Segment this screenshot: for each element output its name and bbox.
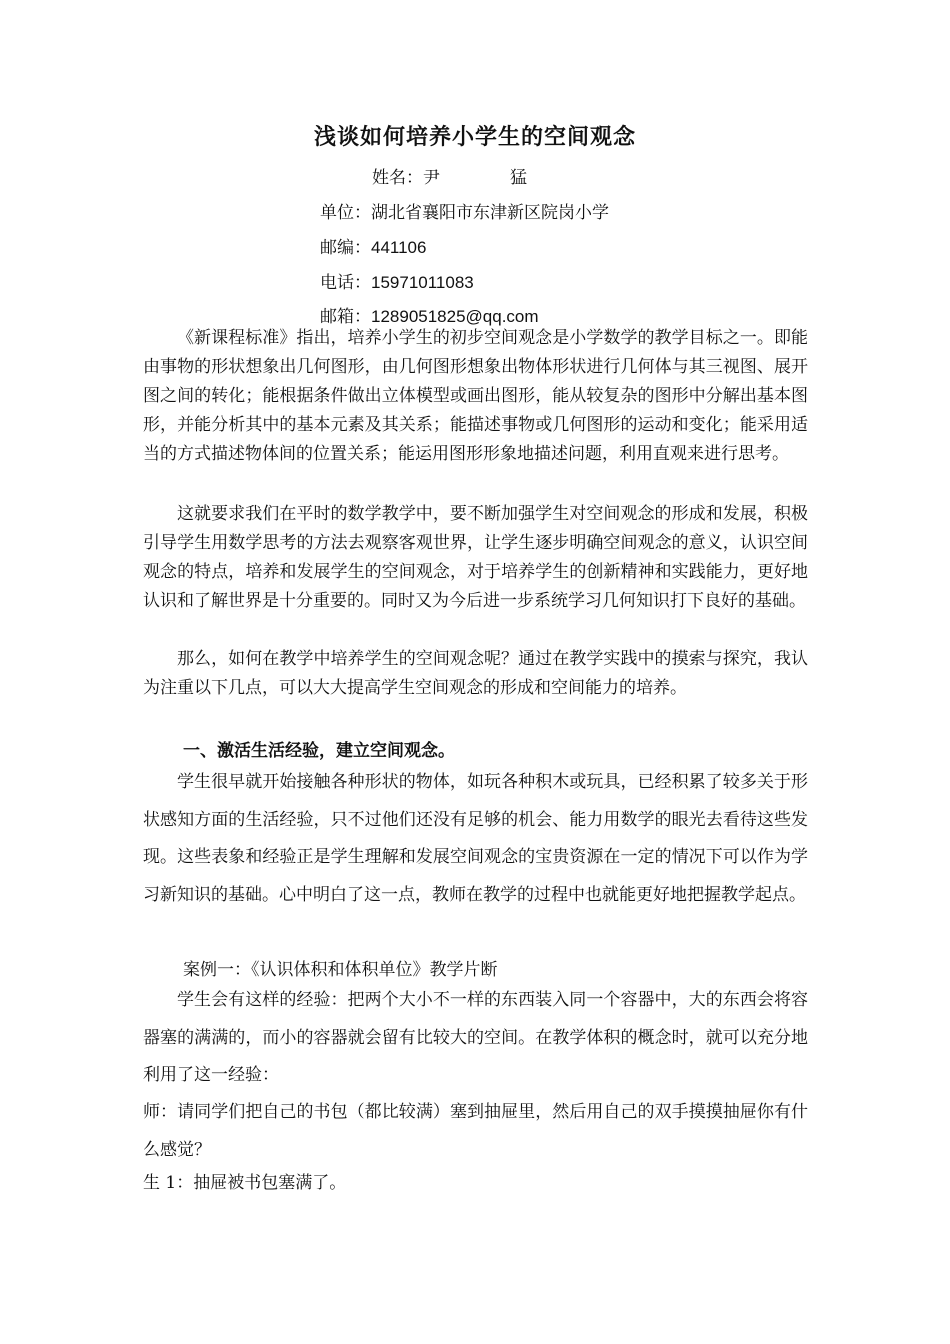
paragraph-intro: 《新课程标准》指出，培养小学生的初步空间观念是小学数学的教学目标之一。即能由事物的形状想象出几何图形，由几何图形想象出物体形状进行几何体与其三视图、展开图之间的转化；能根据条件做出立体模型或画出图形，能从较复杂的图形中分解出基本图形，并能分析其中的基本元素及其关系；能描述事物或几何图形的运动和变化；能采用适当的方式描述物体间的位置关系；能运用图形形象地描述问题，利用直观来进行思考。	[143, 328, 808, 464]
student-line: 生 1：抽屉被书包塞满了。	[143, 1173, 347, 1193]
paragraph-case: 学生会有这样的经验：把两个大小不一样的东西装入同一个容器中，大的东西会将容器塞的满满的，而小的容器就会留有比较大的空间。在教学体积的概念时，就可以充分地利用了这一经验：	[143, 990, 808, 1085]
paragraph-requirement: 这就要求我们在平时的数学教学中，要不断加强学生对空间观念的形成和发展，积极引导学生用数学思考的方法去观察客观世界，让学生逐步明确空间观念的意义，认识空间观念的特点，培养和发展学生的空间观念，对于培养学生的创新精神和实践能力，更好地认识和了解世界是十分重要的。同时又为今后进一步系统学习几何知识打下良好的基础。	[143, 504, 808, 611]
info-value: 1289051825@qq.com	[371, 307, 539, 326]
info-postcode	[320, 233, 426, 258]
author-label: 姓名：尹	[372, 168, 440, 188]
info-value: 441106	[371, 238, 427, 257]
info-value: 湖北省襄阳市东津新区院岗小学	[371, 203, 609, 223]
info-value: 15971011083	[371, 273, 474, 292]
paragraph-section1: 学生很早就开始接触各种形状的物体，如玩各种积木或玩具，已经积累了较多关于形状感知方面的生活经验，只不过他们还没有足够的机会、能力用数学的眼光去看待这些发现。这些表象和经验正是学生理解和发展空间观念的宝贵资源在一定的情况下可以作为学习新知识的基础。心中明白了这一点，教师在教学的过程中也就能更好地把握教学起点。	[143, 772, 808, 905]
section-heading: 一、激活生活经验，建立空间观念。	[183, 741, 455, 761]
paragraph-question: 那么，如何在教学中培养学生的空间观念呢？通过在教学实践中的摸索与探究，我认为注重以下几点，可以大大提高学生空间观念的形成和空间能力的培养。	[143, 649, 808, 698]
info-label: 邮编：	[320, 238, 371, 258]
info-unit	[320, 198, 609, 223]
teacher-line: 师：请同学们把自己的书包（都比较满）塞到抽屉里，然后用自己的双手摸摸抽屉你有什么感觉？	[143, 1102, 808, 1160]
case-title: 案例一：《认识体积和体积单位》教学片断	[183, 960, 498, 980]
author-line	[372, 163, 527, 188]
info-label: 电话：	[320, 273, 371, 293]
page-title: 浅谈如何培养小学生的空间观念	[313, 125, 636, 150]
info-label: 单位：	[320, 203, 371, 223]
author-name-2: 猛	[510, 168, 527, 188]
info-label: 邮箱：	[320, 307, 371, 327]
info-phone	[320, 268, 474, 293]
